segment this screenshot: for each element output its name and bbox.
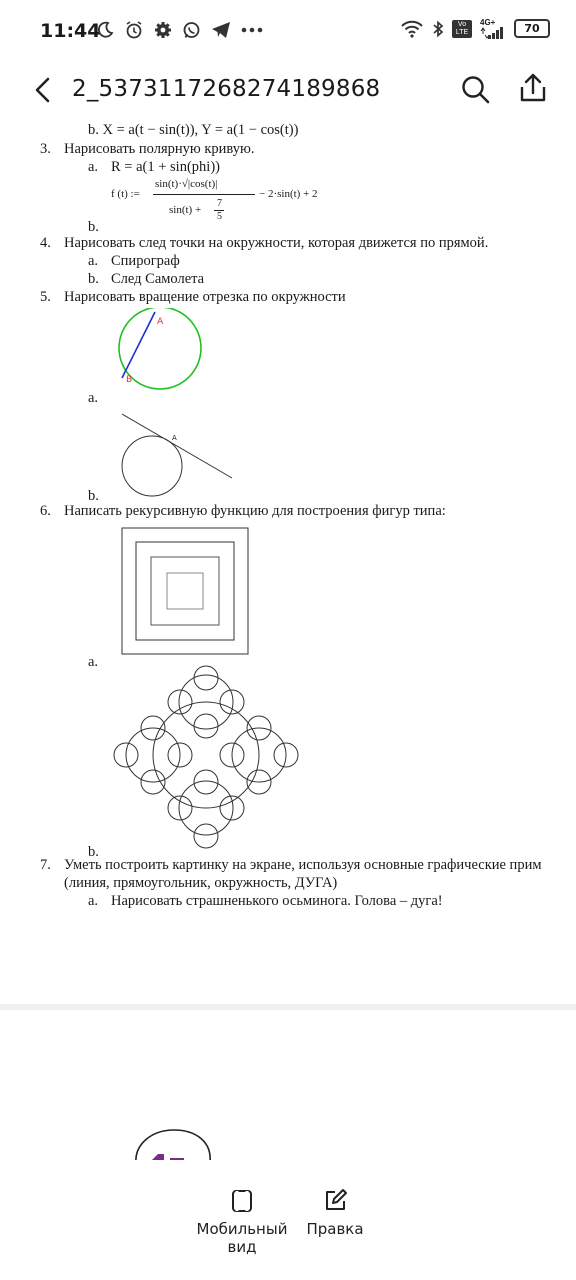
figure-rotating-segment [110,308,210,390]
fraction-bar [153,194,255,195]
formula [111,176,371,232]
figure-marker: a. [88,390,99,406]
octopus-drawing [130,1126,220,1160]
subitem-letter: b. [88,219,99,235]
square-outer [122,528,248,654]
item-number: 3. [40,141,51,157]
document-page[interactable] [0,118,576,1004]
search-icon[interactable] [460,74,490,104]
small-circle [194,714,218,738]
point-a-label: A [157,317,164,327]
point-a-label: A [172,434,177,442]
back-arrow-icon[interactable] [30,76,58,104]
black-circle [122,436,182,496]
small-circle [194,824,218,848]
status-time: 11:44 [40,20,101,42]
battery-indicator [514,19,550,38]
square-inner [167,573,203,609]
formula-den-five: 5 [217,211,222,222]
subitem-text: След Самолета [111,271,205,287]
mobile-view-button[interactable] [190,1188,294,1256]
wifi-icon [400,20,424,38]
status-system-icons [400,18,550,39]
network-type: 4G+ [480,18,496,27]
subitem-text: Нарисовать страшненького осьминога. Голова – дуга! [111,893,443,909]
mobile-view-label-line2: вид [227,1238,257,1256]
formula-lhs: f (t) := [111,188,140,200]
gear-icon [154,21,172,39]
blue-segment [122,312,155,378]
item-text-continued: (линия, прямоугольник, окружность, ДУГА) [64,875,338,891]
share-icon[interactable] [518,72,548,104]
whatsapp-icon [182,21,201,40]
tangent-line [122,414,232,478]
formula-den-seven: 7 [217,198,222,209]
subitem-letter: a. [88,893,99,909]
moon-icon [96,21,114,39]
item-number: 5. [40,289,51,305]
point-b-label: B [126,375,133,385]
small-circle [194,666,218,690]
subitem-text: Спирограф [111,253,180,269]
circle-center [153,702,259,808]
bluetooth-icon [432,20,444,38]
cut-off-line: b. X = a(t − sin(t)), Y = a(1 − cos(t)) [88,122,299,138]
item-text: Нарисовать вращение отрезка по окружности [64,289,346,305]
figure-marker: b. [88,488,99,504]
formula-denominator: sin(t) + [169,204,202,216]
figure-marker: a. [88,654,99,670]
subitem-letter: b. [88,271,99,287]
mobile-view-icon [229,1188,255,1214]
network-indicator [480,18,506,39]
edit-label: Правка [306,1220,364,1238]
bottom-action-bar [0,1160,576,1280]
battery-level: 70 [524,22,540,35]
item-number: 7. [40,857,51,873]
item-text: Написать рекурсивную функцию для построения фигур типа: [64,503,446,519]
subitem-letter: a. [88,253,99,269]
status-notification-icons [96,20,263,40]
square-3 [151,557,219,625]
subitem-letter: a. [88,159,99,175]
figure-nested-squares [120,526,250,656]
status-bar [0,0,576,64]
document-title: 2_5373117268274189868 [72,76,381,102]
telegram-icon [211,21,231,39]
figure-tangent-line [116,410,236,500]
subitem-text: R = a(1 + sin(phi)) [111,159,220,175]
octopus-head-arc [136,1130,210,1160]
alarm-icon [124,20,144,40]
figure-recursive-circles [112,664,302,854]
item-number: 4. [40,235,51,251]
volte-badge: Vo LTE [452,20,472,38]
item-text: Нарисовать след точки на окружности, которая движется по прямой. [64,235,489,251]
signal-icon [480,27,506,39]
app-toolbar [0,64,576,118]
item-number: 6. [40,503,51,519]
item-text: Уметь построить картинку на экране, используя основные графические прим [64,857,542,873]
item-text: Нарисовать полярную кривую. [64,141,255,157]
more-icon [241,26,263,34]
mobile-view-label-line1: Мобильный [196,1220,288,1238]
formula-tail: − 2·sin(t) + 2 [259,188,318,200]
edit-icon [322,1188,348,1214]
edit-button[interactable] [300,1188,370,1238]
document-page-2[interactable] [0,1010,576,1160]
formula-numerator: sin(t)·√|cos(t)| [155,178,218,190]
figure-marker: b. [88,844,99,860]
